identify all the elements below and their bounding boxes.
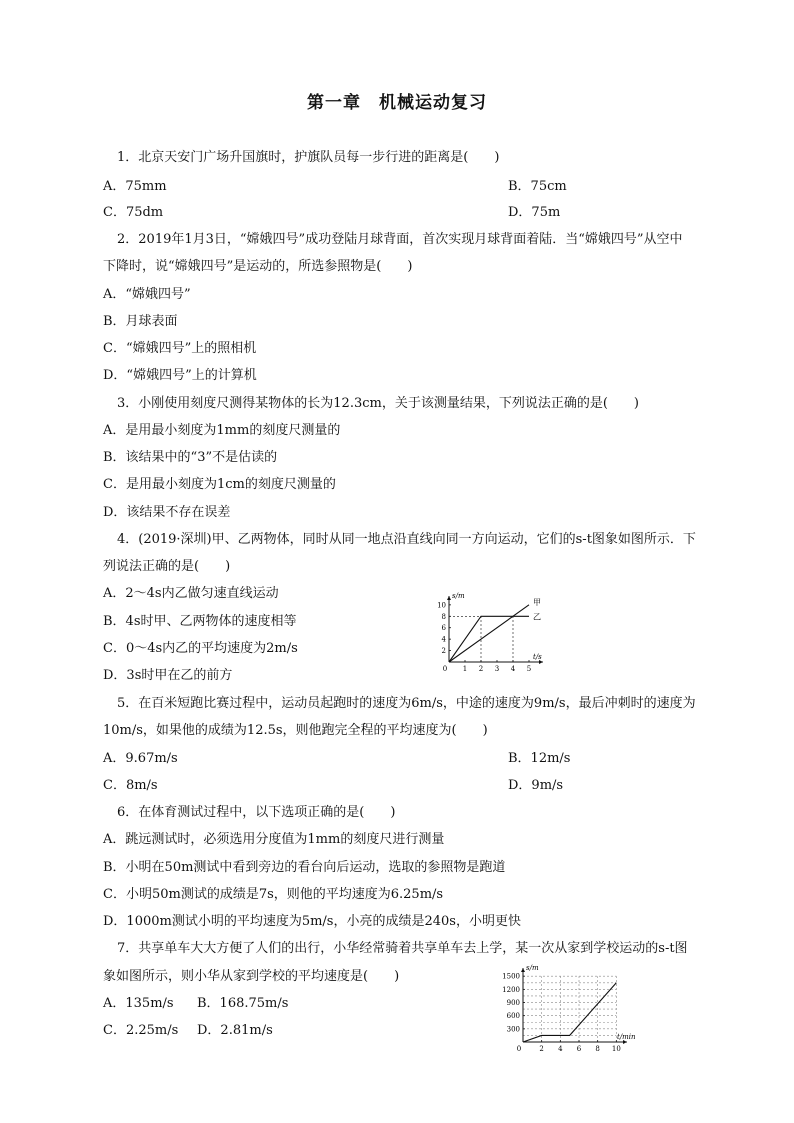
question-5-option-c: C．8m/s — [103, 778, 158, 793]
y-tick-label: 4 — [441, 635, 446, 644]
series-label: 乙 — [533, 612, 541, 622]
question-7-stem-line-1: 7．共享单车大大方便了人们的出行，小华经常骑着共享单车去上学，某一次从家到学校运动的s-t图 — [117, 941, 688, 956]
question-1-option-d: D．75m — [508, 205, 561, 220]
question-6-option-b: B．小明在50m测试中看到旁边的看台向后运动，选取的参照物是跑道 — [103, 860, 506, 875]
y-tick-label: 1500 — [502, 972, 520, 981]
question-2-stem-line-2: 下降时，说“嫦娥四号”是运动的，所选参照物是( ) — [103, 259, 413, 274]
question-7-option-b: B．168.75m/s — [197, 996, 289, 1011]
y-axis-label: s/m — [452, 592, 465, 600]
x-tick-label: 2 — [478, 665, 484, 673]
page-title: 第一章 机械运动复习 — [307, 93, 487, 113]
x-axis-label: t/min — [617, 1033, 636, 1041]
y-tick-label: 1200 — [502, 985, 520, 994]
y-axis-arrow — [521, 968, 525, 972]
x-tick-label: 0 — [442, 665, 448, 673]
question-1-option-b: B．75cm — [508, 179, 567, 194]
y-tick-label: 2 — [441, 647, 446, 656]
question-2-option-d: D．“嫦娥四号”上的计算机 — [103, 368, 257, 383]
question-6-option-d: D．1000m测试小明的平均速度为5m/s，小亮的成绩是240s，小明更快 — [103, 914, 521, 929]
x-tick-label: 10 — [611, 1045, 621, 1053]
y-tick-label: 8 — [441, 612, 446, 621]
question-7-option-a: A．135m/s — [103, 996, 174, 1011]
series-label: 甲 — [533, 597, 541, 607]
x-tick-label: 4 — [558, 1045, 563, 1053]
question-3-option-b: B．该结果中的“3”不是估读的 — [103, 450, 278, 465]
s-t-chart-question-7 — [497, 964, 637, 1054]
question-5-stem-line-2: 10m/s，如果他的成绩为12.5s，则他跑完全程的平均速度为( ) — [103, 723, 488, 738]
question-4-stem-line-1: 4．(2019·深圳)甲、乙两物体，同时从同一地点沿直线向同一方向运动，它们的s-t图象如图所示．下 — [117, 532, 696, 547]
question-5-stem-line-1: 5．在百米短跑比赛过程中，运动员起跑时的速度为6m/s，中途的速度为9m/s，最后冲刺时的速度为 — [117, 696, 696, 711]
question-6-option-c: C．小明50m测试的成绩是7s，则他的平均速度为6.25m/s — [103, 887, 444, 902]
question-5-option-b: B．12m/s — [508, 751, 571, 766]
series-line-1 — [449, 605, 529, 662]
s-t-chart-question-4 — [425, 592, 565, 674]
question-7-option-c: C．2.25m/s — [103, 1023, 179, 1038]
question-2-stem-line-1: 2．2019年1月3日，“嫦娥四号”成功登陆月球背面，首次实现月球背面着陆．当“嫦娥四号”从空中 — [117, 232, 683, 247]
x-tick-label: 3 — [494, 665, 500, 673]
question-6-stem: 6．在体育测试过程中，以下选项正确的是( ) — [117, 805, 396, 820]
question-2-option-b: B．月球表面 — [103, 314, 178, 329]
x-axis-label: t/s — [533, 653, 542, 661]
x-tick-label: 1 — [462, 665, 468, 673]
y-axis-label: s/m — [526, 964, 539, 972]
question-4-option-a: A．2～4s内乙做匀速直线运动 — [103, 586, 279, 601]
question-4-option-b: B．4s时甲、乙两物体的速度相等 — [103, 614, 297, 629]
x-tick-label: 8 — [595, 1045, 600, 1053]
series-line-2 — [449, 616, 529, 662]
y-axis-arrow — [447, 596, 451, 600]
question-3-option-a: A．是用最小刻度为1mm的刻度尺测量的 — [103, 423, 341, 438]
question-3-option-d: D．该结果不存在误差 — [103, 505, 231, 520]
x-tick-label: 4 — [510, 665, 516, 673]
question-3-option-c: C．是用最小刻度为1cm的刻度尺测量的 — [103, 477, 336, 492]
x-tick-label: 6 — [576, 1045, 582, 1053]
question-1-stem: 1．北京天安门广场升国旗时，护旗队员每一步行进的距离是( ) — [117, 150, 500, 165]
question-1-option-c: C．75dm — [103, 205, 164, 220]
y-tick-label: 6 — [441, 624, 446, 633]
series-line-1 — [523, 983, 616, 1042]
question-2-option-c: C．“嫦娥四号”上的照相机 — [103, 341, 257, 356]
question-5-option-d: D．9m/s — [508, 778, 564, 793]
question-7-stem-line-2: 象如图所示，则小华从家到学校的平均速度是( ) — [103, 969, 400, 984]
question-7-option-d: D．2.81m/s — [197, 1023, 273, 1038]
question-4-option-c: C．0～4s内乙的平均速度为2m/s — [103, 641, 298, 656]
question-6-option-a: A．跳远测试时，必须选用分度值为1mm的刻度尺进行测量 — [103, 832, 445, 847]
question-4-option-d: D．3s时甲在乙的前方 — [103, 668, 233, 683]
question-1-option-a: A．75mm — [103, 179, 167, 194]
y-tick-label: 900 — [506, 999, 520, 1008]
question-3-stem: 3．小刚使用刻度尺测得某物体的长为12.3cm，关于该测量结果，下列说法正确的是( ) — [117, 396, 639, 411]
question-5-option-a: A．9.67m/s — [103, 751, 178, 766]
question-2-option-a: A．“嫦娥四号” — [103, 287, 191, 302]
y-tick-label: 600 — [506, 1012, 520, 1021]
question-4-stem-line-2: 列说法正确的是( ) — [103, 559, 231, 574]
x-tick-label: 0 — [516, 1045, 522, 1053]
y-tick-label: 10 — [437, 601, 446, 610]
y-tick-label: 300 — [506, 1025, 520, 1034]
x-tick-label: 2 — [539, 1045, 544, 1053]
x-tick-label: 5 — [526, 665, 532, 673]
